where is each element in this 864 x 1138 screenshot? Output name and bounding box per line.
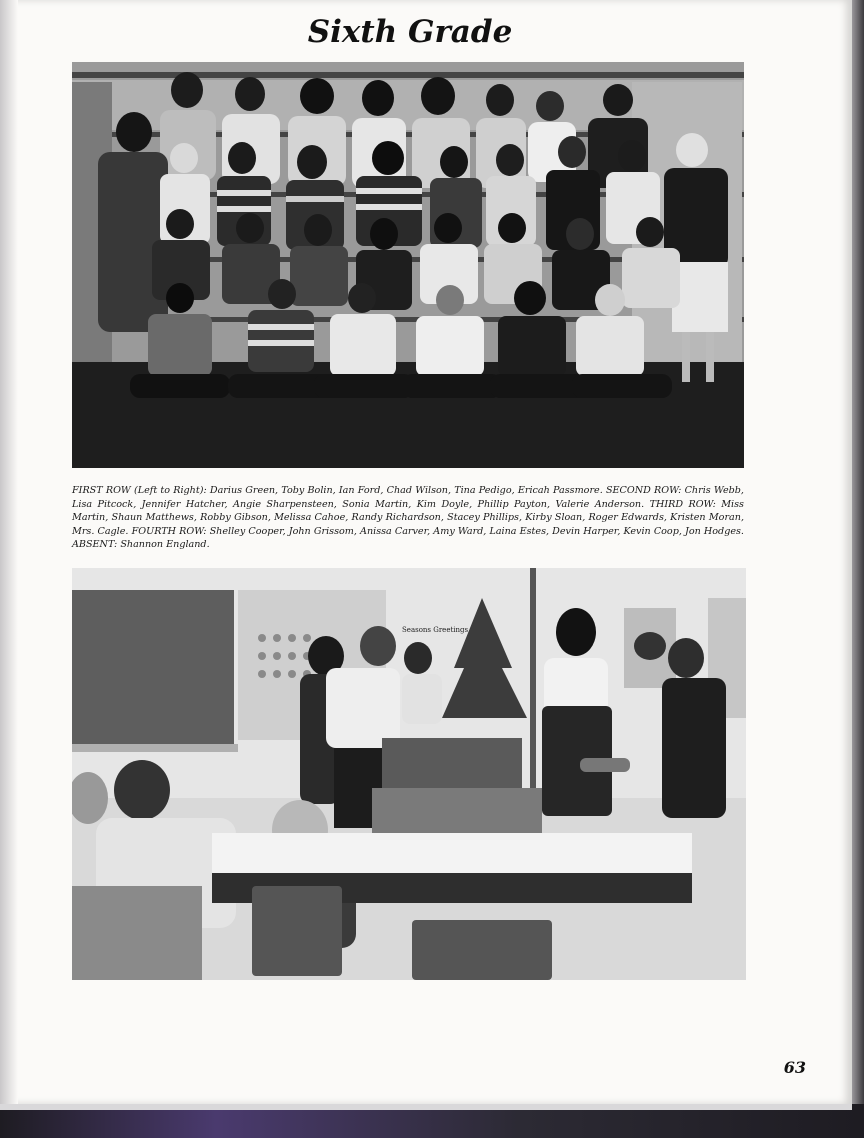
caption-third-row-names: Miss Martin, Shaun Matthews, Robby Gibson, Melissa Cahoe, Randy Richardson, Stacey Phillips, Kirby Sloan, Roger Edwards, Kristen Moran, Mrs. Cagle. xyxy=(72,498,744,537)
caption-first-row-label: FIRST ROW (Left to Right): xyxy=(72,485,207,496)
page-number: 63 xyxy=(783,1058,806,1077)
caption-third-row-label: THIRD ROW: xyxy=(649,498,716,510)
caption-second-row-names: Chris Webb, Lisa Pitcock, Jennifer Hatcher, Angie Sharpensteen, Sonia Martin, Kim Doyle, Phillip Payton, Valerie Anderson. xyxy=(72,485,744,510)
caption-fourth-row-label: FOURTH ROW: xyxy=(131,525,207,537)
caption-fourth-row-names: Shelley Cooper, John Grissom, Anissa Carver, Amy Ward, Laina Estes, Devin Harper, Kevin Coop, Jon Hodges. xyxy=(209,525,744,537)
page-title: Sixth Grade xyxy=(307,14,513,50)
book-edge-right xyxy=(852,0,864,1138)
chair xyxy=(252,886,342,976)
background-surface xyxy=(0,1104,864,1138)
class-photo-drawing xyxy=(72,62,744,468)
page-gutter-shadow xyxy=(0,0,18,1104)
party-photo-drawing xyxy=(72,568,746,980)
photo-caption xyxy=(72,484,744,552)
class-group-photo xyxy=(72,62,744,468)
seasons-greetings-sign: Seasons Greetings xyxy=(402,626,469,634)
chalkboard xyxy=(72,590,234,746)
desk-row xyxy=(212,833,692,873)
caption-first-row-names: Darius Green, Toby Bolin, Ian Ford, Chad Wilson, Tina Pedigo, Ericah Passmore. xyxy=(209,485,603,496)
caption-absent-label: ABSENT: xyxy=(72,539,118,551)
caption-second-row-label: SECOND ROW: xyxy=(605,485,682,496)
caption-absent-names: Shannon England. xyxy=(120,539,210,551)
page-bottom-edge xyxy=(0,1104,852,1110)
classroom-party-photo xyxy=(72,568,746,980)
